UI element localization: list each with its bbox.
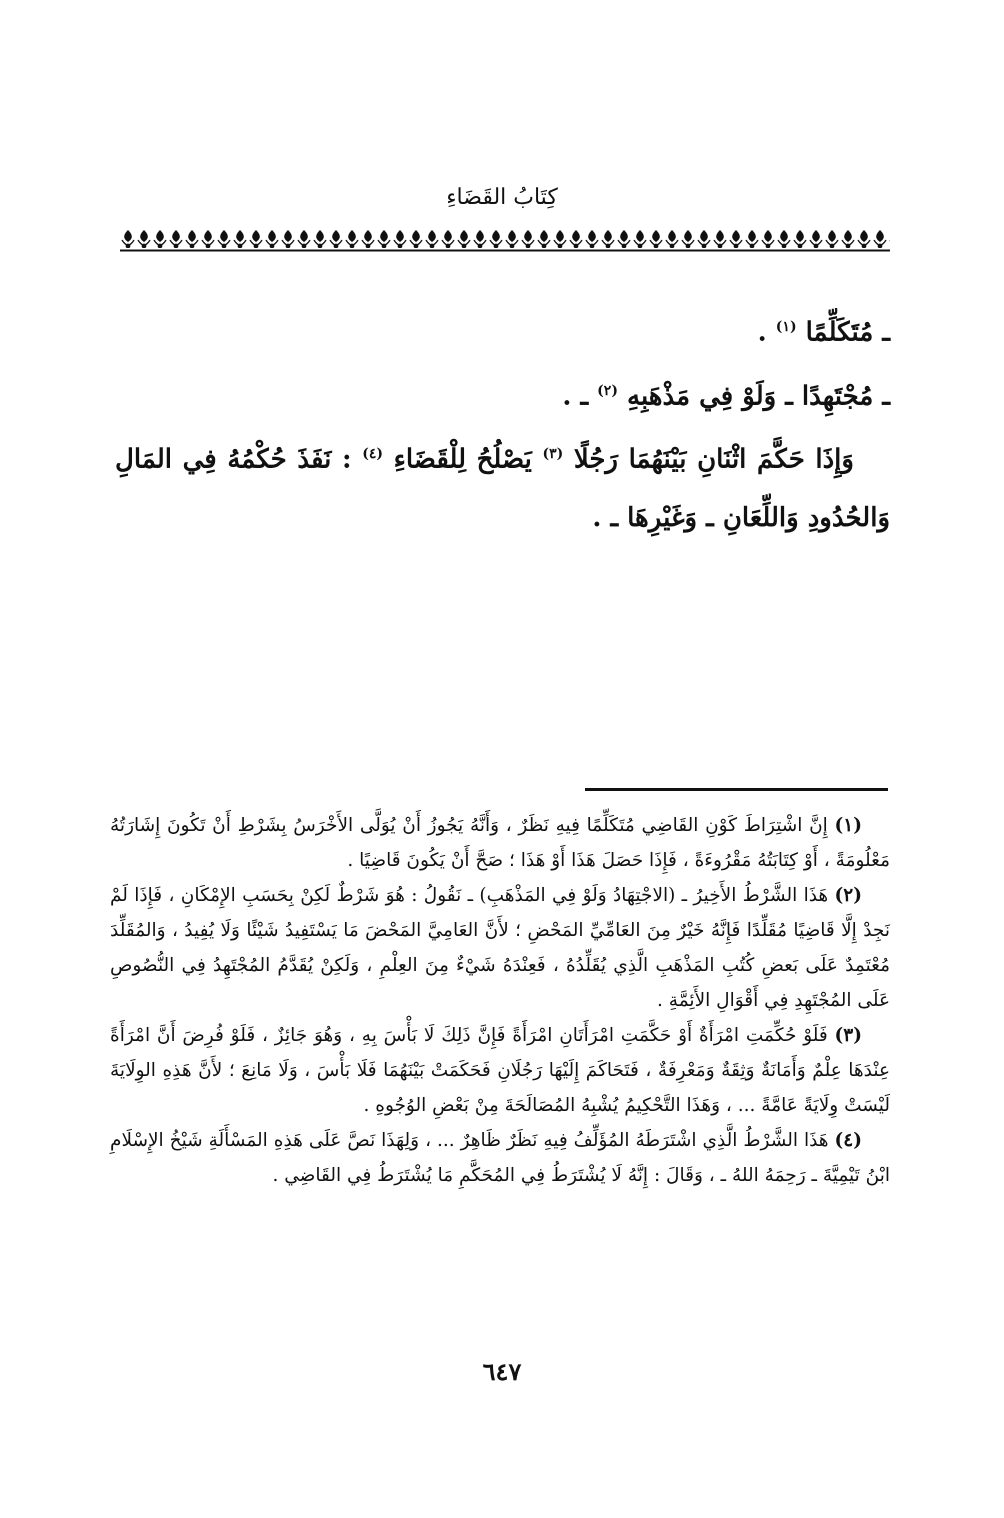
main-line-2 (115, 362, 890, 426)
footnote-text: فَلَوْ حُكِّمَتِ امْرَأَةٌ أَوْ حَكَّمَتِ امْرَأَتَانِ امْرَأَةً فَإِنَّ ذَلِكَ لَا بَأْسَ بِهِ ، وَهُوَ جَائِزٌ ، فَلَوْ فُرِضَ أَنَّ امْرَأَةً عِنْدَهَا عِلْمٌ وَأَمَانَةٌ وَثِقَةٌ وَمَعْرِفَةٌ ، فَتَحَاكَمَ إِلَيْهَا رَجُلَانِ فَحَكَمَتْ بَيْنَهُمَا فَلَا بَأْسَ ، وَلَا مَانِعَ ؛ لأَنَّ هَذِهِ الوِلَايَةَ لَيْسَتْ وِلَايَةً عَامَّةً ... ، وَهَذَا التَّحْكِيمُ يُشْبِهُ المُصَالَحَةَ مِنْ بَعْضِ الوُجُوهِ . (110, 1025, 890, 1116)
footnote-ref-3[interactable]: (٣) (542, 446, 564, 463)
main-paragraph-part-c: : نَفَذَ حُكْمُهُ فِي المَالِ وَالحُدُودِ وَاللِّعَانِ ـ وَغَيْرِهَا ـ . (115, 444, 890, 533)
footnote-number: (٣) (834, 1025, 862, 1046)
footnote-1 (110, 808, 890, 878)
main-line-1-text: ـ مُتَكَلِّمًا (805, 317, 890, 348)
main-line-2-text: ـ مُجْتَهِدًا ـ وَلَوْ فِي مَذْهَبِهِ (627, 381, 890, 412)
main-paragraph-part-b: يَصْلُحُ لِلْقَضَاءِ (393, 444, 532, 475)
footnote-number: (٤) (834, 1130, 862, 1151)
footnote-ref-2[interactable]: (٢) (597, 382, 618, 399)
footnote-number: (١) (834, 815, 862, 836)
main-text (115, 298, 890, 547)
main-line-2-end: ـ . (562, 381, 589, 412)
running-header: كِتَابُ القَضَاءِ (446, 185, 558, 210)
footnote-4 (110, 1123, 890, 1193)
footnote-number: (٢) (834, 885, 862, 906)
footnote-text: إِنَّ اشْتِرَاطَ كَوْنِ القَاضِي مُتَكَلِّمًا فِيهِ نَظَرٌ ، وَأَنَّهُ يَجُوزُ أَنْ يُوَلَّى الأَخْرَسُ بِشَرْطِ أَنْ تَكُونَ إِشَارَتُهُ مَعْلُومَةً ، أَوْ كِتَابَتُهُ مَقْرُوءَةً ، فَإِذَا حَصَلَ هَذَا أَوْ هَذَا ؛ صَحَّ أَنْ يَكُونَ قَاضِيًا . (110, 815, 890, 871)
footnote-text: هَذَا الشَّرْطُ الَّذِي اشْتَرَطَهُ المُؤَلِّفُ فِيهِ نَظَرٌ ظَاهِرٌ ... ، وَلِهَذَا نَصَّ عَلَى هَذِهِ المَسْأَلَةِ شَيْخُ الإِسْلَامِ ابْنُ تَيْمِيَّةَ ـ رَحِمَهُ اللهُ ـ ، وَقَالَ : إِنَّهُ لَا يُشْتَرَطُ فِي المُحَكَّمِ مَا يُشْتَرَطُ فِي القَاضِي . (110, 1130, 890, 1186)
footnote-2 (110, 878, 890, 1018)
footnotes (110, 808, 890, 1193)
page-number: ٦٤٧ (482, 1357, 522, 1386)
main-paragraph (115, 425, 890, 547)
main-line-1-end: . (757, 317, 767, 348)
footnote-ref-4[interactable]: (٤) (362, 446, 384, 463)
main-paragraph-part-a: وَإِذَا حَكَّمَ اثْنَانِ بَيْنَهُمَا رَجُلًا (573, 444, 854, 475)
ornamental-border (120, 228, 890, 252)
footnote-separator (585, 788, 888, 791)
main-line-1 (115, 298, 890, 362)
footnote-text: هَذَا الشَّرْطُ الأَخِيرُ ـ (الاجْتِهَادُ وَلَوْ فِي المَذْهَبِ) ـ نَقُولُ : هُوَ شَرْطٌ لَكِنْ بِحَسَبِ الإِمْكَانِ ، فَإِذَا لَمْ نَجِدْ إِلَّا قَاضِيًا مُقَلِّدًا فَإِنَّهُ خَيْرٌ مِنَ العَامِّيِّ المَحْضِ ؛ لأَنَّ العَامِيَّ المَحْضَ مَا يَسْتَفِيدُ شَيْئًا وَلَا يُفِيدُ ، وَالمُقَلِّدَ مُعْتَمِدٌ عَلَى بَعضِ كُتُبِ المَذْهَبِ الَّذِي يُقَلِّدُهُ ، فَعِنْدَهُ شَيْءٌ مِنَ العِلْمِ ، وَلَكِنْ يُقَدَّمُ المُجْتَهِدُ فِي النُّصُوصِ عَلَى المُجْتَهِدِ فِي أَقْوَالِ الأَئِمَّةِ . (110, 885, 890, 1011)
footnote-3 (110, 1018, 890, 1123)
footnote-ref-1[interactable]: (١) (775, 319, 797, 335)
